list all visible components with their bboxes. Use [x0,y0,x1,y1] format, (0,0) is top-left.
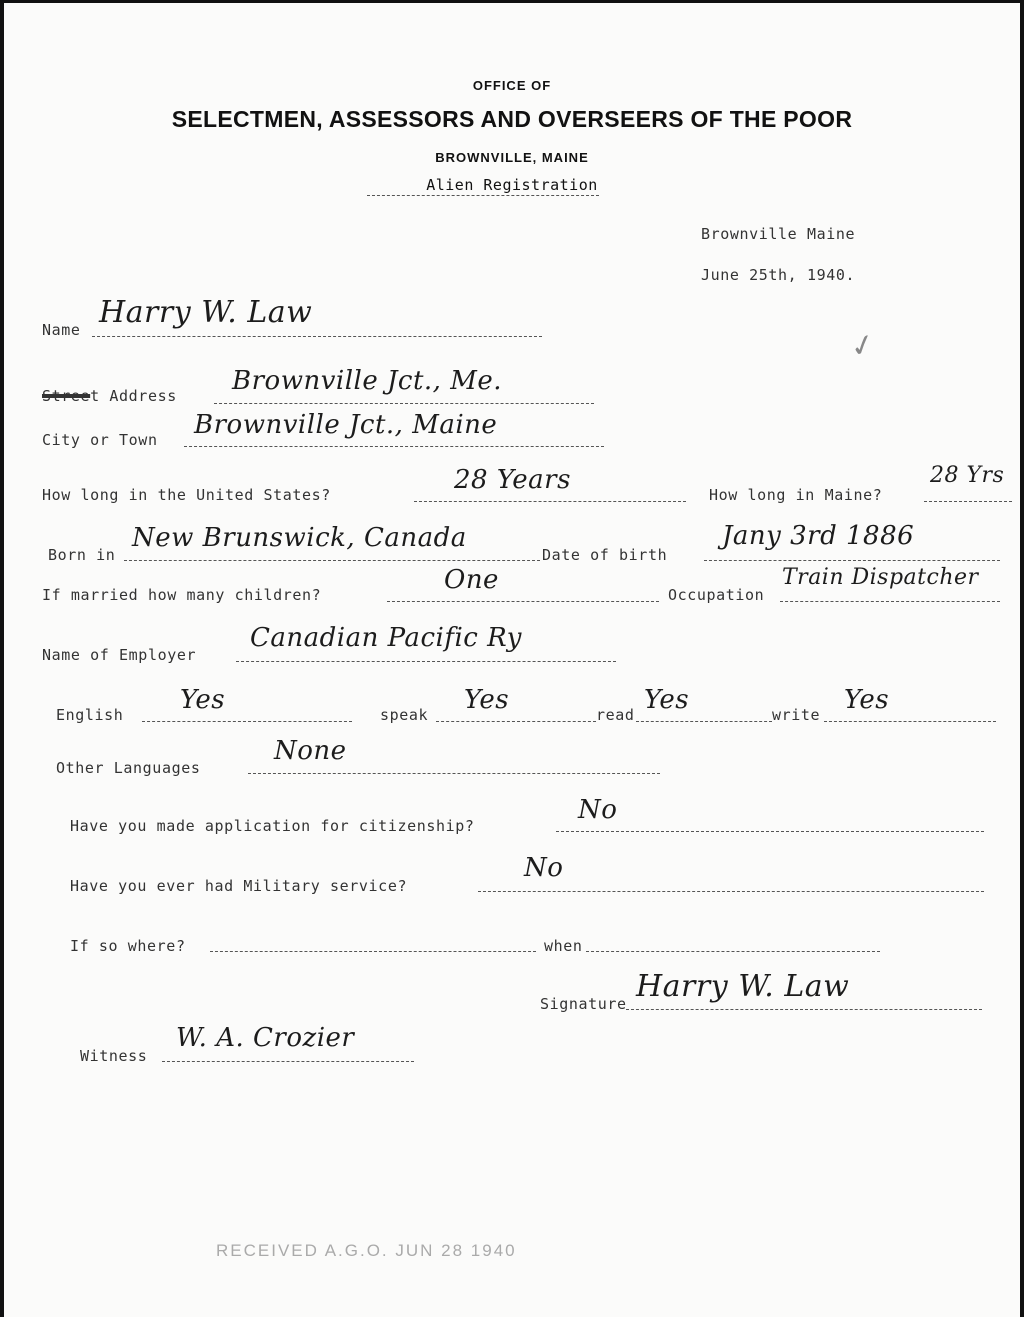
label-how-long-us: How long in the United States? [42,486,331,504]
dob-line [704,560,1000,561]
label-city: City or Town [42,431,158,449]
signature-line [626,1009,982,1010]
header-place: BROWNVILLE, MAINE [435,150,589,165]
read-line [636,721,772,722]
label-married: If married how many children? [42,586,322,604]
how-long-maine-line [924,501,1012,502]
entry-employer: Canadian Pacific Ry [250,623,522,653]
employer-line [236,661,616,662]
label-if-so-where: If so where? [70,937,186,955]
label-street [42,387,177,405]
dateline-place: Brownville Maine [701,225,856,243]
header-office-of: OFFICE OF [472,78,552,93]
label-read: read [596,706,635,724]
speak-line [436,721,596,722]
write-line [824,721,996,722]
entry-city: Brownville Jct., Maine [194,410,498,440]
label-write: write [772,706,821,724]
address-line [214,403,594,404]
entry-military: No [524,853,564,883]
entry-born-in: New Brunswick, Canada [132,523,467,553]
english-line [142,721,352,722]
header-title: SELECTMEN, ASSESSORS AND OVERSEERS OF THE POOR [171,106,853,132]
city-line [184,446,604,447]
entry-children: One [444,565,499,595]
label-witness: Witness [80,1047,148,1065]
entry-speak: Yes [464,685,510,715]
received-stamp: RECEIVED A.G.O. JUN 28 1940 [216,1241,517,1260]
label-employer: Name of Employer [42,646,197,664]
subtitle-underline [367,195,599,196]
entry-name: Harry W. Law [99,295,313,330]
label-occupation: Occupation [668,586,765,604]
label-dob: Date of birth [542,546,668,564]
label-military: Have you ever had Military service? [70,877,408,895]
check-mark-icon: ✓ [847,323,878,367]
entry-address: Brownville Jct., Me. [232,366,502,396]
entry-citizenship: No [578,795,618,825]
occupation-line [780,601,1000,602]
entry-other-languages: None [274,736,347,766]
citizenship-line [556,831,984,832]
married-line [387,601,659,602]
entry-occupation: Train Dispatcher [782,565,979,590]
label-how-long-maine: How long in Maine? [709,486,883,504]
entry-english: Yes [180,685,226,715]
label-citizenship: Have you made application for citizenship? [70,817,475,835]
label-signature: Signature [540,995,627,1013]
witness-line [162,1061,414,1062]
dateline-date: June 25th, 1940. [701,266,856,284]
label-born-in: Born in [48,546,116,564]
other-languages-line [248,773,660,774]
label-street-struck: Stree [42,387,91,405]
entry-signature: Harry W. Law [636,969,850,1004]
label-speak: speak [380,706,429,724]
label-english: English [56,706,124,724]
entry-read: Yes [644,685,690,715]
entry-write: Yes [844,685,890,715]
label-name: Name [42,321,81,339]
military-line [478,891,984,892]
entry-witness: W. A. Crozier [176,1023,355,1053]
entry-dob: Jany 3rd 1886 [722,521,915,551]
entry-years-us: 28 Years [454,465,571,495]
if-so-where-line [210,951,536,952]
born-in-line [124,560,540,561]
when-line [586,951,880,952]
label-other-languages: Other Languages [56,759,201,777]
label-when: when [544,937,583,955]
header-subtitle: Alien Registration [426,176,598,194]
label-street-suffix: t Address [90,387,177,405]
how-long-us-line [414,501,686,502]
entry-years-maine: 28 Yrs [930,463,1005,488]
name-line [92,336,542,337]
